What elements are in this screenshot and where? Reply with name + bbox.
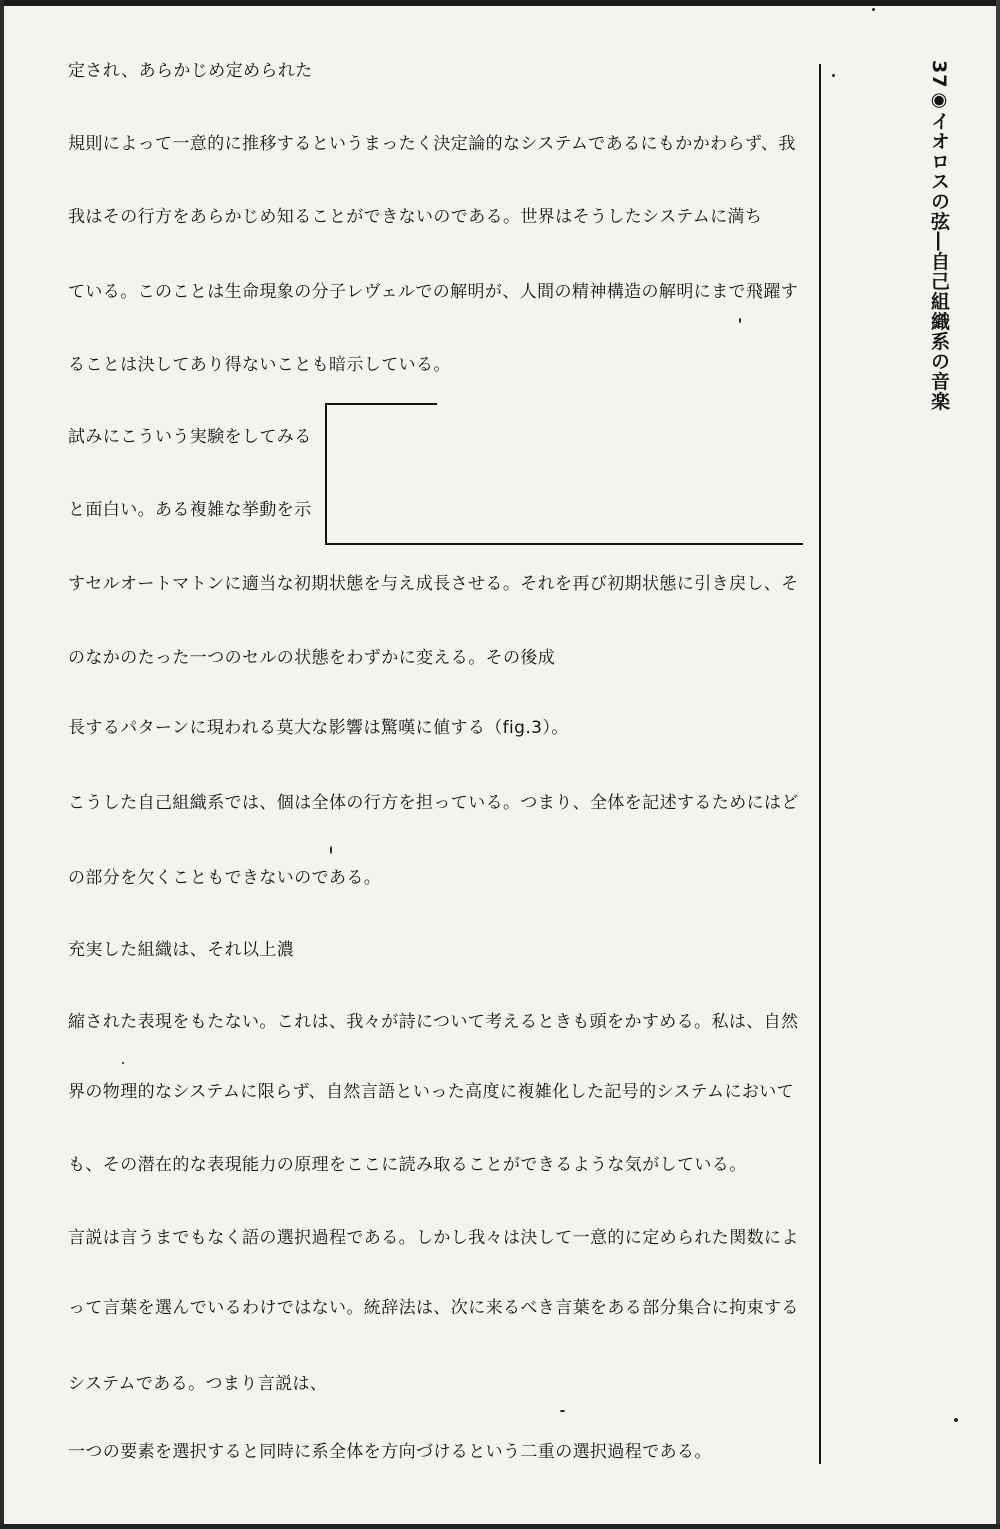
body-line: 試みにこういう実験をしてみる <box>68 427 312 447</box>
body-line: システムである。つまり言説は、 <box>68 1374 328 1394</box>
body-line: 規則によって一意的に推移するというまったく決定論的なシステムであるにもかかわらず、我 <box>68 134 796 154</box>
body-line: ることは決してあり得ないことも暗示している。 <box>68 355 451 375</box>
body-line: の部分を欠くこともできないのである。 <box>68 868 382 888</box>
figure-placeholder-frame <box>325 403 803 545</box>
figure-frame-left <box>325 403 327 545</box>
figure-frame-top <box>325 403 437 405</box>
body-line: 定され、あらかじめ定められた <box>68 61 313 81</box>
bullet-icon: ◉ <box>928 88 950 112</box>
body-line: 縮された表現をもたない。これは、我々が詩について考えるときも頭をかすめる。私は、自然 <box>68 1012 799 1032</box>
body-line: こうした自己組織系では、個は全体の行方を担っている。つまり、全体を記述するためにはど <box>68 793 799 813</box>
body-line: 言説は言うまでもなく語の選択過程である。しかし我々は決して一意的に定められた関数によ <box>68 1228 799 1248</box>
column-rule <box>819 64 821 1464</box>
body-line: 一つの要素を選択すると同時に系全体を方向づけるという二重の選択過程である。 <box>68 1442 712 1462</box>
scan-speck <box>954 1418 958 1422</box>
body-line: 我はその行方をあらかじめ知ることができないのである。世界はそうしたシステムに満ち <box>68 207 763 227</box>
scan-speck <box>739 318 741 323</box>
running-head <box>926 60 953 411</box>
scan-speck <box>832 74 835 77</box>
chapter-title: イオロスの弦―自己組織系の音楽 <box>928 111 950 412</box>
scan-speck <box>330 846 332 854</box>
body-line: 充実した組織は、それ以上濃 <box>68 940 295 960</box>
body-line: すセルオートマトンに適当な初期状態を与え成長させる。それを再び初期状態に引き戻し、そ <box>68 574 799 594</box>
body-line: 界の物理的なシステムに限らず、自然言語といった高度に複雑化した記号的システムにおいて <box>68 1082 795 1102</box>
body-line: のなかのたった一つのセルの状態をわずかに変える。その後成 <box>68 648 556 668</box>
scan-speck <box>122 1062 124 1064</box>
body-line: も、その潜在的な表現能力の原理をここに読み取ることができるような気がしている。 <box>68 1155 747 1175</box>
body-line: って言葉を選んでいるわけではない。統辞法は、次に来るべき言葉をある部分集合に拘束する <box>68 1298 799 1318</box>
page-number: 37 <box>928 60 950 89</box>
body-line: と面白い。ある複雑な挙動を示 <box>68 500 312 520</box>
body-line: 長するパターンに現われる莫大な影響は驚嘆に値する（fig.3）。 <box>68 718 569 738</box>
scan-speck <box>872 8 875 11</box>
body-line: ている。このことは生命現象の分子レヴェルでの解明が、人間の精神構造の解明にまで飛躍す <box>68 282 799 302</box>
scan-speck <box>560 1410 565 1412</box>
figure-frame-bottom <box>325 543 803 545</box>
